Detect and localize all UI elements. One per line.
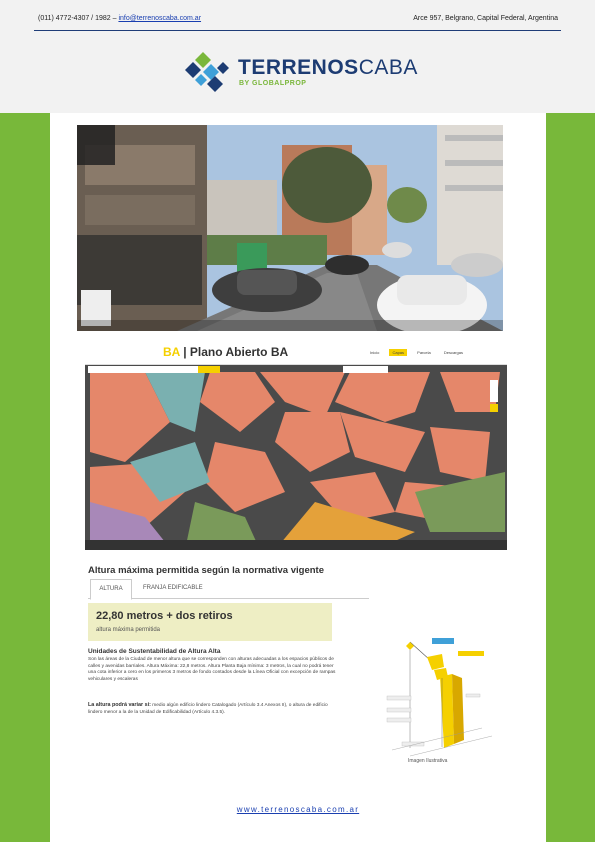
email-link[interactable]: info@terrenoscaba.com.ar: [118, 15, 202, 22]
info-tabs: [88, 579, 369, 599]
content-page: [50, 113, 546, 842]
street-view-photo: [77, 125, 503, 331]
diagram-caption: Imagen Ilustrativa: [408, 758, 448, 764]
page-header: [0, 0, 595, 113]
right-green-band: [546, 113, 595, 842]
address-text: Arce 957, Belgrano, Capital Federal, Argentina: [413, 15, 558, 22]
left-green-band: [0, 113, 50, 842]
map-toolbar: [85, 342, 507, 365]
height-value: 22,80 metros + dos retiros: [96, 610, 233, 622]
website-link[interactable]: www.terrenoscaba.com.ar: [236, 805, 360, 814]
logo-brand-bold: TERRENOS: [238, 56, 359, 79]
map-footer-bar: [85, 540, 507, 550]
height-highlight-box: [88, 603, 332, 641]
tab-altura[interactable]: ALTURA: [90, 579, 132, 600]
zoning-description: Son las áreas de la Ciudad de menor altura que se corresponden con alturas adecuadas a los espacios públicos de calles y avenidas barriales. Altura Máxima: 22,8 metros. Altura Planta Baja mínima: 3 metros, la cual no podrá tener una cota inferior a cero en los primeros 3 metros de fondo contados desde la Línea Oficial con excepción de rampas vehiculares y escaleras: [88, 657, 336, 683]
map-panel[interactable]: [85, 342, 507, 550]
height-variation-text: medio algún edificio lindero Catalogado (Artículo 3.4 Anexos II), o altura de edificio lindero menor a la de la Unidad de Edificabilidad (Artículo 4.3.5).: [88, 703, 328, 715]
logo-brand-light: CABA: [358, 56, 418, 79]
company-logo: [177, 50, 422, 96]
zoning-subtitle: Unidades de Sustentabilidad de Altura Alta: [88, 648, 221, 655]
logo-diamond-icon: [177, 50, 235, 96]
section-title: Altura máxima permitida según la normativa vigente: [88, 565, 324, 576]
header-divider: [34, 30, 561, 31]
map-brand-mark: BA: [163, 345, 180, 359]
height-variation-lead: La altura podrá variar si:: [88, 702, 151, 708]
map-logo: BA | Plano Abierto BA: [163, 345, 289, 359]
logo-subtitle: BY GLOBALPROP: [239, 80, 307, 87]
map-menu-item[interactable]: Parcela: [417, 350, 431, 355]
map-menu-item[interactable]: Inicio: [370, 350, 380, 355]
logo-wordmark: [238, 56, 418, 80]
map-menu: [367, 350, 472, 355]
phone-text: (011) 4772-4307 / 1982 –: [38, 15, 119, 22]
height-label: altura máxima permitida: [96, 627, 161, 633]
contact-info: [38, 15, 201, 22]
tab-franja-edificable[interactable]: FRANJA EDIFICABLE: [143, 585, 203, 591]
map-menu-item-active[interactable]: Capas: [389, 349, 407, 356]
map-menu-item[interactable]: Descargas: [443, 350, 463, 355]
height-variation-note: [88, 702, 336, 716]
map-brand-name: Plano Abierto BA: [189, 345, 289, 359]
building-diagram: [382, 632, 502, 772]
